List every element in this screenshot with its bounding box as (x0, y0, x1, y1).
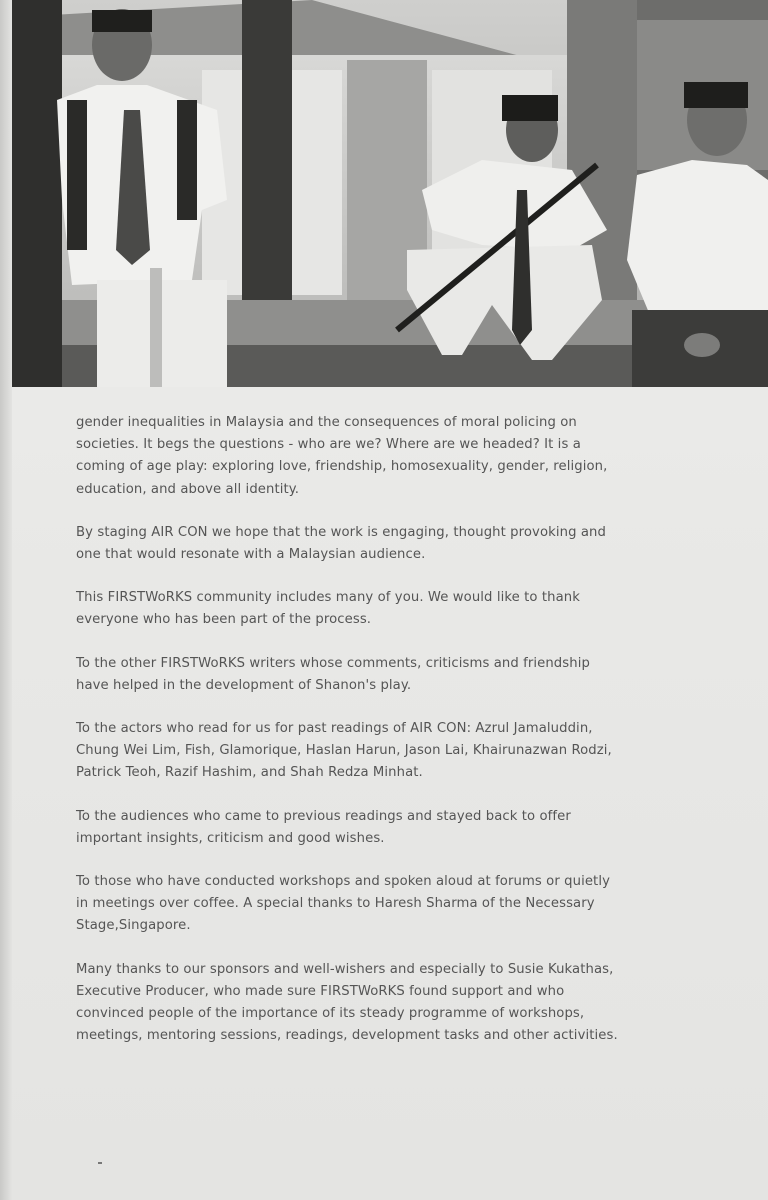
cast-photo-illustration (12, 0, 768, 387)
paragraph-staging: By staging AIR CON we hope that the work is engaging, thought provoking and one that would resonate with a Malaysian audience. (76, 524, 606, 563)
paragraph-community: This FIRSTWoRKS community includes many of you. We would like to thank everyone who has been part of the process. (76, 590, 580, 628)
paragraph-sponsors: Many thanks to our sponsors and well-wishers and especially to Susie Kukathas, Executive Producer, who made sure FIRSTWoRKS found support and who convinced people of the importance of its steady programme of workshops, meetings, mentoring sessions, readings, development tasks and other activities. (76, 961, 618, 1044)
paragraph-audiences: To the audiences who came to previous readings and stayed back to offer important insights, criticism and good wishes. (76, 808, 571, 846)
paragraph-workshops: To those who have conducted workshops and spoken aloud at forums or quietly in meetings over coffee. A special thanks to Haresh Sharma of the Necessary Stage,Singapore. (76, 874, 610, 934)
paragraph-intro: gender inequalities in Malaysia and the consequences of moral policing on societies. It begs the questions - who are we? Where are we headed? It is a coming of age play: exploring love, friendship, homosexuality, gender, religion, education, and above all identity. (76, 415, 608, 497)
paragraph-writers: To the other FIRSTWoRKS writers whose comments, criticisms and friendship have helped in the development of Shanon's play. (76, 655, 590, 693)
paragraph-actors: To the actors who read for us for past readings of AIR CON: Azrul Jamaluddin, Chung Wei Lim, Fish, Glamorique, Haslan Harun, Jason Lai, Khairunazwan Rodzi, Patrick Teoh, Razif Hashim, and Shah Redza Minhat. (76, 721, 612, 781)
body-text (76, 412, 621, 1068)
cast-photo (12, 0, 768, 387)
page-gutter (0, 0, 12, 1200)
page-mark (98, 1162, 102, 1164)
